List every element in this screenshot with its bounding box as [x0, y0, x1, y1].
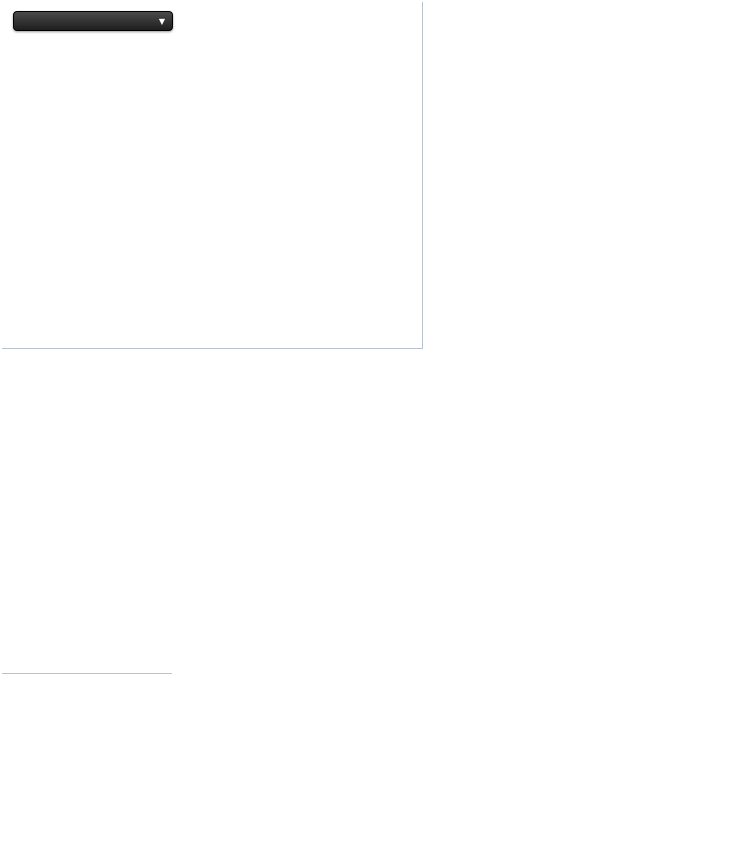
divider — [2, 673, 172, 674]
round-dropdown[interactable] — [13, 11, 173, 31]
coupon-widget — [2, 2, 423, 349]
triangle-down-icon[interactable]: ▼ — [158, 17, 165, 26]
